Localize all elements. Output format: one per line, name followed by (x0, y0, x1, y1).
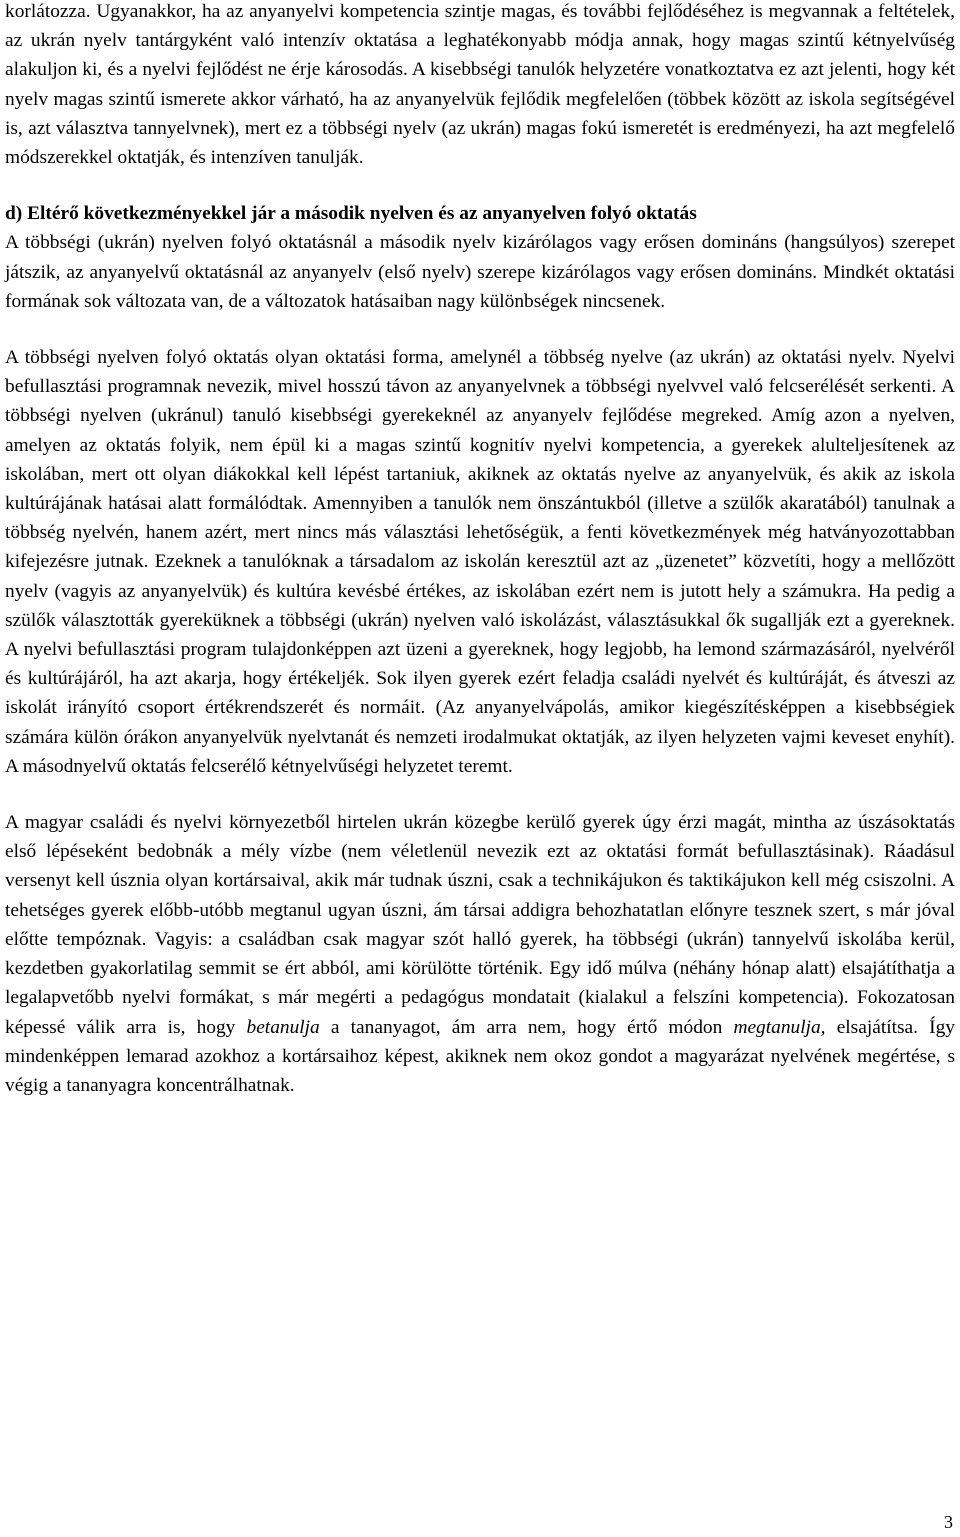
paragraph-spacer (5, 172, 955, 199)
paragraph-majority-language: A többségi nyelven folyó oktatás olyan oktatási forma, amelynél a többség nyelve (az ukrán) az oktatási nyelv. Nyelvi befullasztási programnak nevezik, mivel hosszú távon az anyanyelvnek a többségi nyelvvel való felcserélését serkenti. A többségi nyelven (ukránul) tanuló kisebbségi gyerekeknél az anyanyelv fejlődése megreked. Amíg azon a nyelven, amelyen az oktatás folyik, nem épül ki a magas szintű kognitív nyelvi kompetencia, a gyerekek alulteljesítenek az iskolában, mert ott olyan diákokkal kell lépést tartaniuk, akiknek az oktatás nyelve az anyanyelvük, és akik az iskola kultúrájának hatásai alatt formálódtak. Amennyiben a tanulók nem önszántukból (illetve a szülők akaratából) tanulnak a többség nyelvén, hanem azért, mert nincs más választási lehetőségük, a fenti következmények még hatványozottabban kifejezésre jutnak. Ezeknek a tanulóknak a társadalom az iskolán keresztül azt az „üzenetet” közvetíti, hogy a mellőzött nyelv (vagyis az anyanyelvük) és kultúra kevésbé értékes, az iskolában ezért nem is jutott hely a számukra. Ha pedig a szülők választották gyereküknek a többségi (ukrán) nyelven való iskolázást, választásukkal ők sugallják ezt a gyereknek. A nyelvi befullasztási program tulajdonképpen azt üzeni a gyereknek, hogy legjobb, ha lemond származásáról, nyelvéről és kultúrájáról, ha azt akarja, hogy értékeljék. Sok ilyen gyerek ezért feladja családi nyelvét és kultúráját, és átveszi az iskolát irányító csoport értékrendszerét és normáit. (Az anyanyelvápolás, amikor kiegészítésképpen a kisebbségiek számára külön órákon anyanyelvük nyelvtanát és nemzeti irodalmukat oktatják, az ilyen helyzeten vajmi keveset enyhít). A másodnyelvű oktatás felcserélő kétnyelvűségi helyzetet teremt. (5, 347, 955, 777)
paragraph-swimming-analogy (5, 808, 955, 1100)
paragraph-intro: korlátozza. Ugyanakkor, ha az anyanyelvi kompetencia szintje magas, és további fejlődéséhez is megvannak a feltételek, az ukrán nyelv tantárgyként való intenzív oktatása a leghatékonyabb módja annak, hogy magas szintű kétnyelvűség alakuljon ki, és a nyelvi fejlődést ne érje károsodás. A kisebbségi tanulók helyzetére vonatkoztatva ez azt jelenti, hogy két nyelv magas szintű ismerete akkor várható, ha az anyanyelvük fejlődik megfelelően (többek között az iskola segítségével is, azt választva tannyelvnek), mert ez a többségi nyelv (az ukrán) magas fokú ismeretét is eredményezi, ha azt megfelelő módszerekkel oktatják, és intenzíven tanulják. (5, 1, 955, 169)
paragraph-forms: A többségi (ukrán) nyelven folyó oktatásnál a második nyelv kizárólagos vagy erősen domináns (hangsúlyos) szerepet játszik, az anyanyelvű oktatásnál az anyanyelv (első nyelv) szerepe kizárólagos vagy erősen domináns. Mindkét oktatási formának sok változata van, de a változatok hatásaiban nagy különbségek nincsenek. (5, 232, 955, 312)
emphasis-text: betanulja (246, 1016, 320, 1038)
emphasis-text: megtanulja, (733, 1016, 826, 1038)
document-page (5, 0, 955, 1100)
text-run: elsajátítsa. Így mindenképpen lemarad azokhoz a kortársaihoz képest, akiknek nem okoz gondot a magyarázat nyelvének megértése, s végig a tananyagra koncentrálhatnak. (5, 1016, 955, 1096)
paragraph-spacer (5, 316, 955, 343)
paragraph-spacer (5, 781, 955, 808)
page-number: 3 (944, 1512, 953, 1532)
section-heading: d) Eltérő következményekkel jár a második nyelven és az anyanyelven folyó oktatás (5, 203, 697, 225)
text-run: A magyar családi és nyelvi környezetből hirtelen ukrán közegbe kerülő gyerek úgy érzi magát, mintha az úszásoktatás első lépéseként bedobnák a mély vízbe (nem véletlenül nevezik ezt az oktatási formát befullasztásinak). Ráadásul versenyt kell úsznia olyan kortársaival, akik már tudnak úszni, csak a technikájukon és taktikájukon kell még csiszolni. A tehetséges gyerek előbb-utóbb megtanul ugyan úszni, ám társai addigra behozhatatlan előnyre tesznek szert, s már jóval előtte tempóznak. Vagyis: a családban csak magyar szót halló gyerek, ha többségi (ukrán) tannyelvű iskolába kerül, kezdetben gyakorlatilag semmit se ért abból, ami körülötte történik. Egy idő múlva (néhány hónap alatt) elsajátíthatja a legalapvetőbb nyelvi formákat, s már megérti a pedagógus mondatait (kialakul a felszíni kompetencia). Fokozatosan képessé válik arra is, hogy (5, 812, 955, 1038)
text-run: a tananyagot, ám arra nem, hogy értő módon (319, 1016, 734, 1038)
